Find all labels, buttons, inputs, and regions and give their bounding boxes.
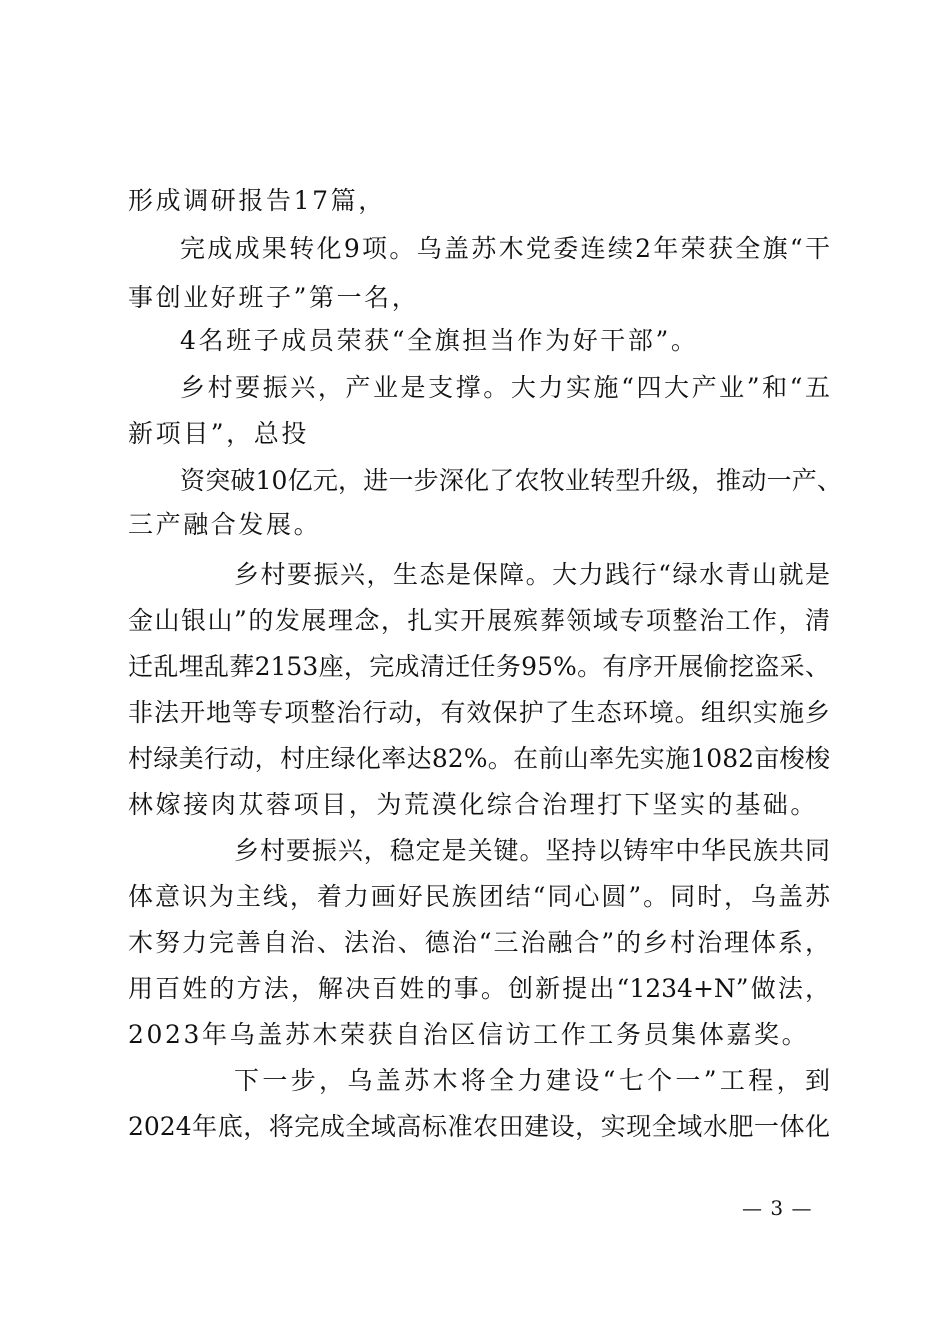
page-number: — 3 —: [742, 1196, 813, 1220]
text-line-10: 金山银山”的发展理念，扎实开展殡葬领域专项整治工作，清: [128, 606, 830, 635]
text-line-1: 形成调研报告17篇，: [128, 186, 386, 215]
text-line-18: 用百姓的方法，解决百姓的事。创新提出“1234+N”做法，: [128, 974, 830, 1003]
text-line-12: 非法开地等专项整治行动，有效保护了生态环境。组织实施乡: [128, 698, 830, 727]
text-line-11: 迁乱埋乱葬2153座，完成清迁任务95%。有序开展偷挖盗采、: [128, 652, 830, 681]
text-line-20: 下一步，乌盖苏木将全力建设“七个一”工程，到: [234, 1066, 830, 1095]
text-line-14: 林嫁接肉苁蓉项目，为荒漠化综合治理打下坚实的基础。: [128, 790, 819, 819]
text-line-5: 乡村要振兴，产业是支撑。大力实施“四大产业”和“五: [180, 373, 830, 402]
text-line-3: 事创业好班子”第一名，: [128, 283, 420, 312]
text-line-7: 资突破10亿元，进一步深化了农牧业转型升级，推动一产、: [180, 466, 842, 495]
text-line-19: 2023年乌盖苏木荣获自治区信访工作工务员集体嘉奖。: [128, 1020, 810, 1049]
text-line-21: 2024年底，将完成全域高标准农田建设，实现全域水肥一体化: [128, 1112, 830, 1141]
text-line-9: 乡村要振兴，生态是保障。大力践行“绿水青山就是: [234, 560, 830, 589]
text-line-8: 三产融合发展。: [128, 510, 322, 539]
text-line-6: 新项目”，总投: [128, 419, 309, 448]
text-line-2: 完成成果转化9项。乌盖苏木党委连续2年荣获全旗“干: [180, 234, 830, 263]
text-line-17: 木努力完善自治、法治、德治“三治融合”的乡村治理体系，: [128, 928, 830, 957]
text-line-16: 体意识为主线，着力画好民族团结“同心圆”。同时，乌盖苏: [128, 882, 830, 911]
text-line-4: 4名班子成员荣获“全旗担当作为好干部”。: [180, 326, 699, 355]
text-line-15: 乡村要振兴，稳定是关键。坚持以铸牢中华民族共同: [234, 836, 830, 865]
text-line-13: 村绿美行动，村庄绿化率达82%。在前山率先实施1082亩梭梭: [128, 744, 830, 773]
